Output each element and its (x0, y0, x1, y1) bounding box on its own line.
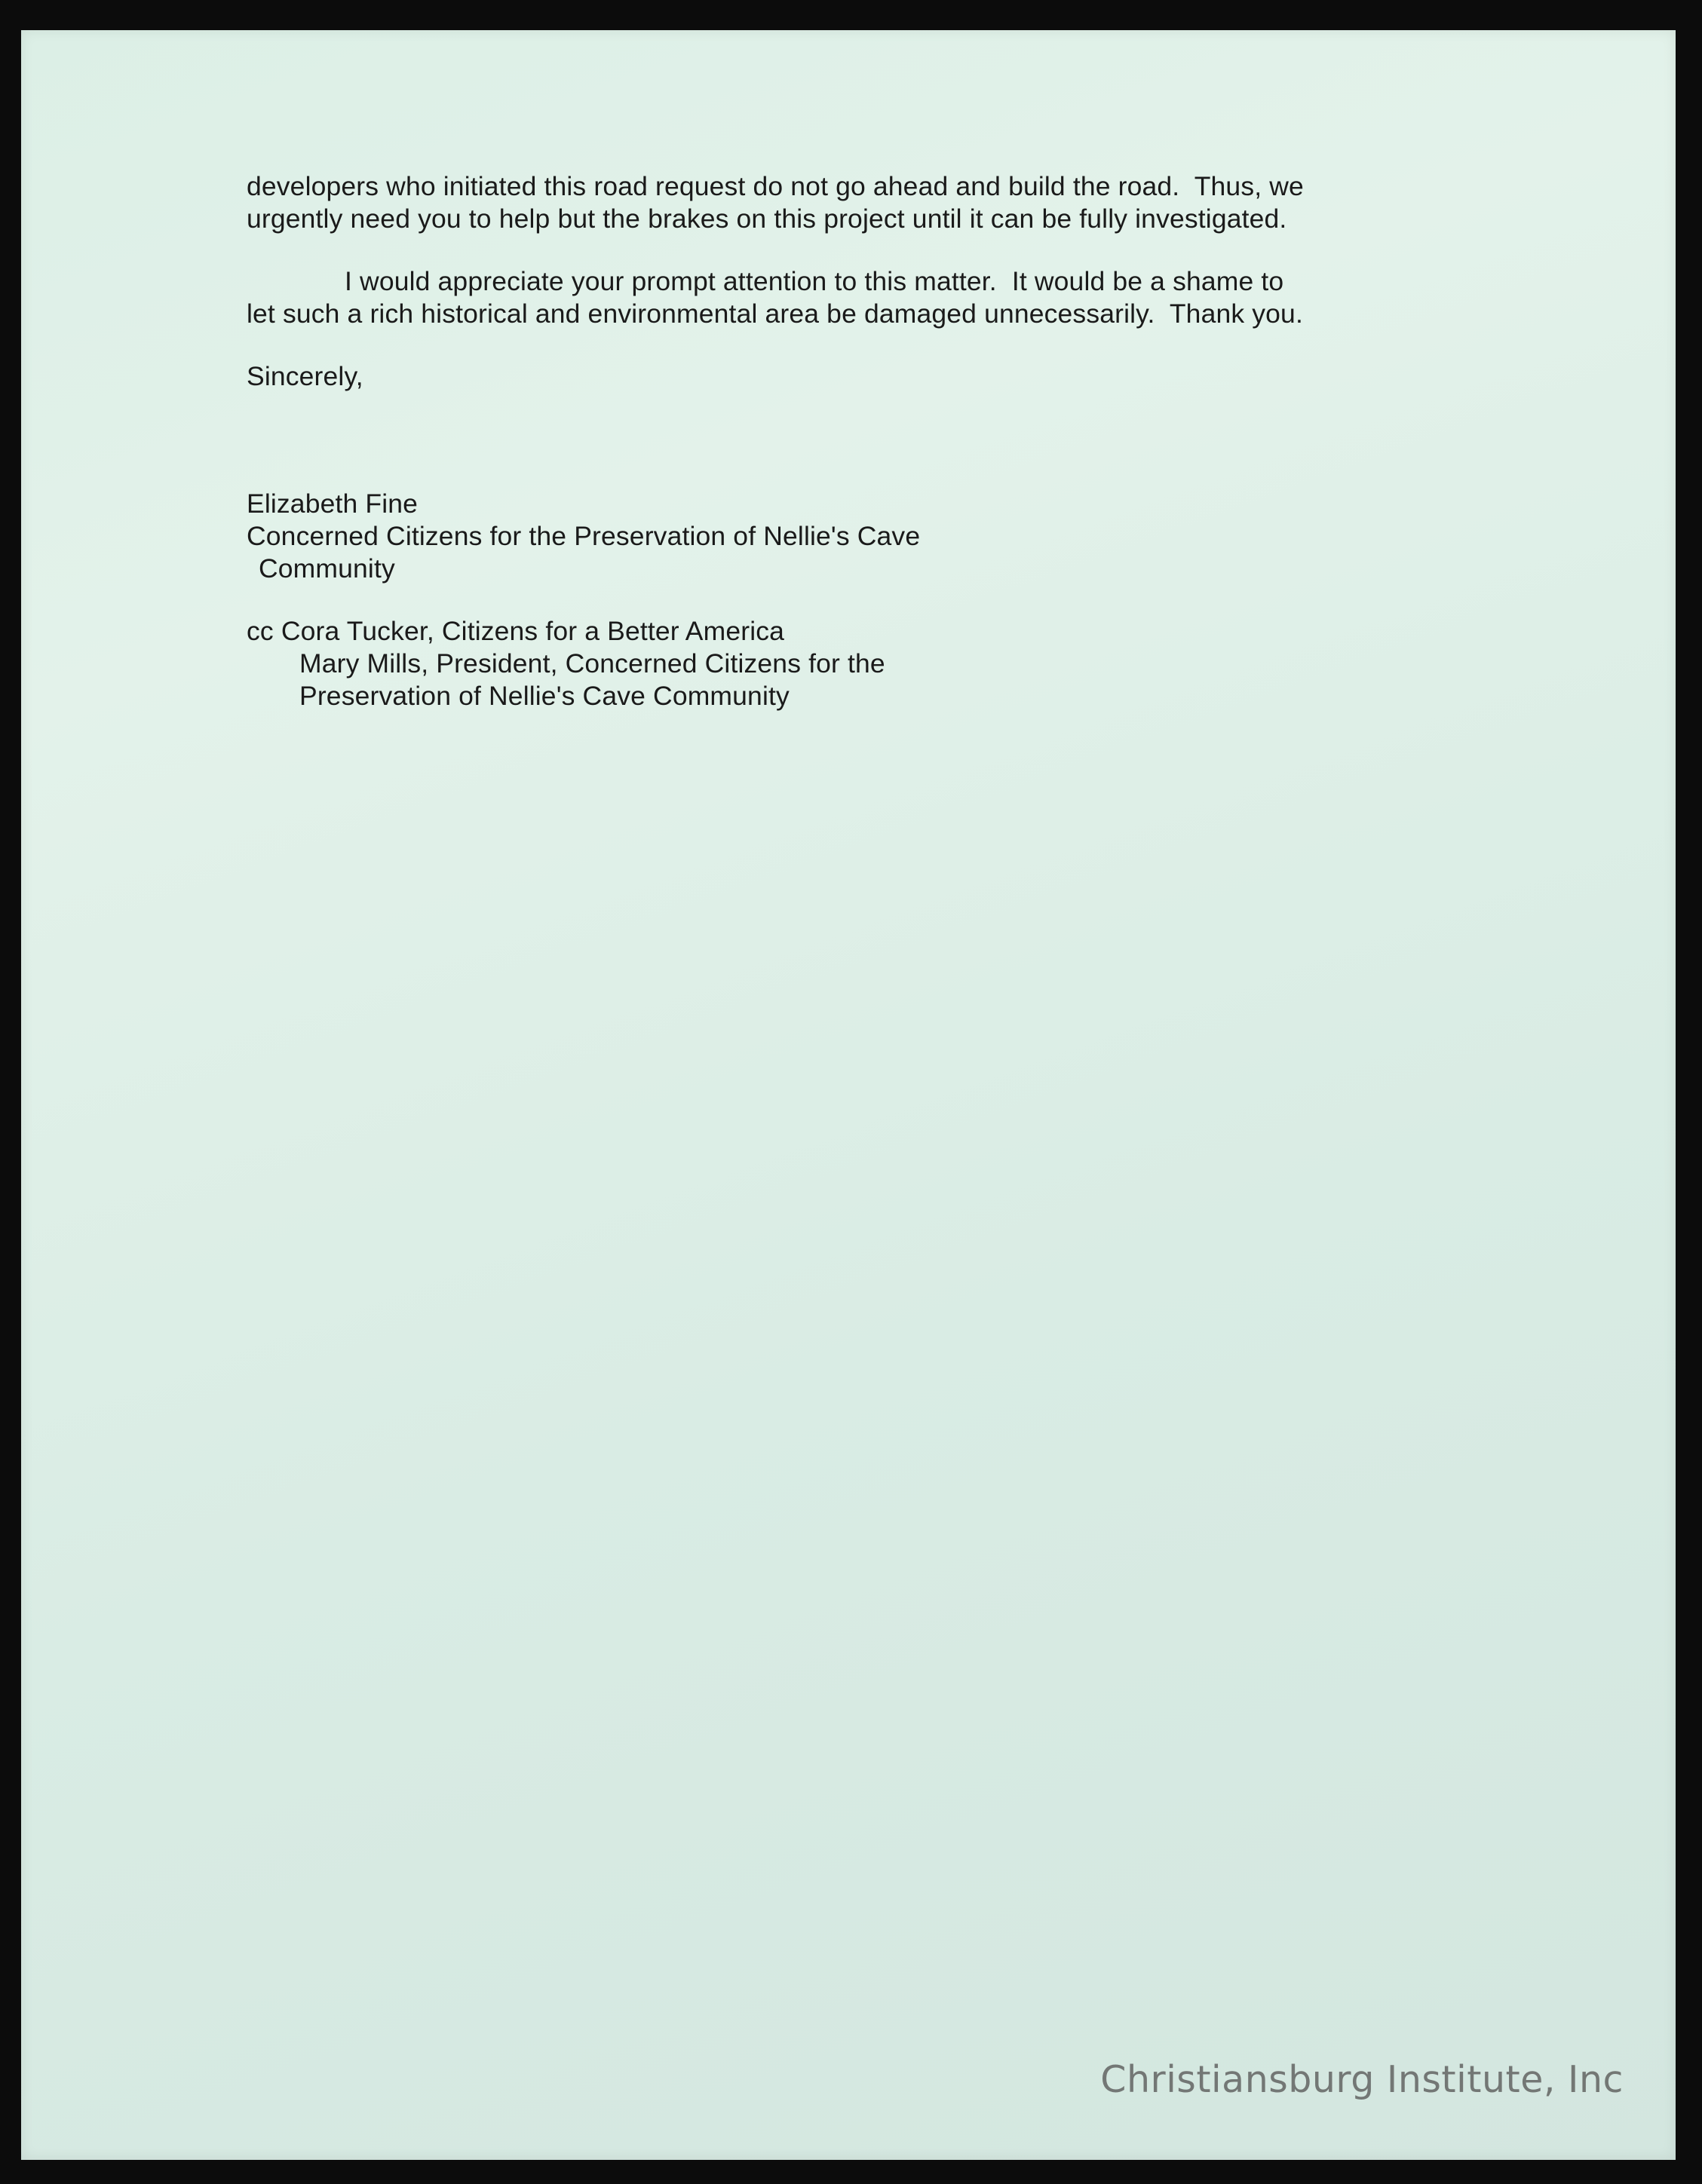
archive-watermark: Christiansburg Institute, Inc (1100, 2058, 1624, 2101)
cc-line: cc Cora Tucker, Citizens for a Better America (247, 616, 785, 646)
body-line: developers who initiated this road request do not go ahead and build the road. Thus, we (247, 171, 1304, 201)
salutation: Sincerely, (247, 361, 363, 391)
signer-name: Elizabeth Fine (247, 489, 419, 519)
body-line: I would appreciate your prompt attention to this matter. It would be a shame to (345, 266, 1284, 296)
cc-line: Mary Mills, President, Concerned Citizens for the (299, 648, 885, 678)
signer-organization-cont: Community (259, 553, 395, 584)
cc-line: Preservation of Nellie's Cave Community (299, 681, 790, 711)
body-line: let such a rich historical and environmental area be damaged unnecessarily. Thank you. (247, 299, 1303, 329)
body-line: urgently need you to help but the brakes on this project until it can be fully investigated. (247, 204, 1287, 234)
signer-organization: Concerned Citizens for the Preservation of Nellie's Cave (247, 521, 921, 551)
letter-body (247, 170, 1513, 712)
